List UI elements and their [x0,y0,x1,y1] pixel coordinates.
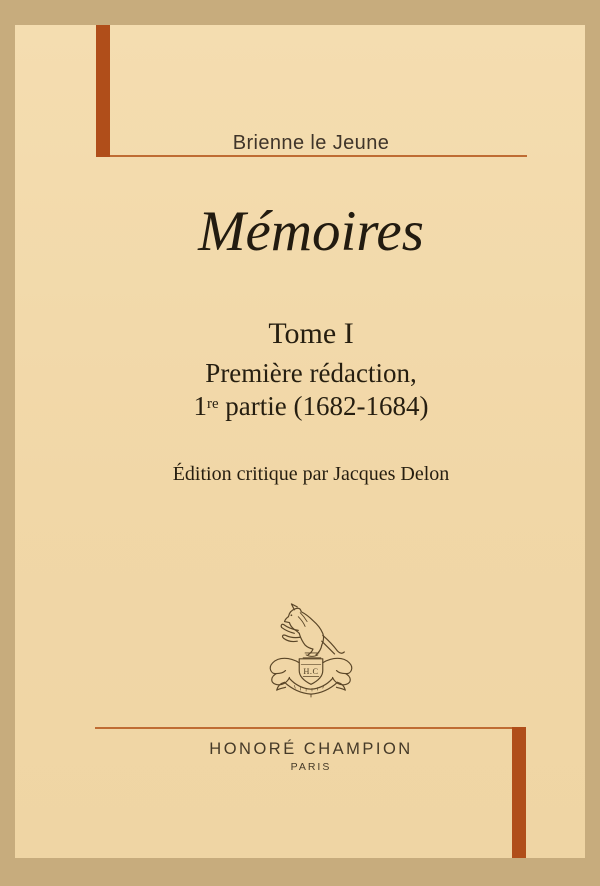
rearing-horse-emblem-icon [257,600,365,700]
subtitle-part-rest: partie (1682-1684) [218,391,429,421]
subtitle-line-1: Première rédaction, [205,358,417,388]
subtitle-ordinal-superscript: re [207,395,219,412]
subtitle-part-prefix: 1 [193,391,207,421]
publisher-logo [37,600,585,700]
cover-panel [15,25,585,858]
publisher-city: PARIS [290,761,332,773]
author-name: Brienne le Jeune [232,132,390,154]
volume-label: Tome I [268,317,354,350]
top-rule-line [110,155,527,157]
bottom-rule-line [95,727,512,729]
logo-monogram: H.C [303,667,319,677]
subtitle-line-2 [37,392,585,422]
edition-note: Édition critique par Jacques Delon [172,463,450,485]
publisher-name: HONORÉ CHAMPION [209,740,413,758]
book-title: Mémoires [198,200,424,263]
